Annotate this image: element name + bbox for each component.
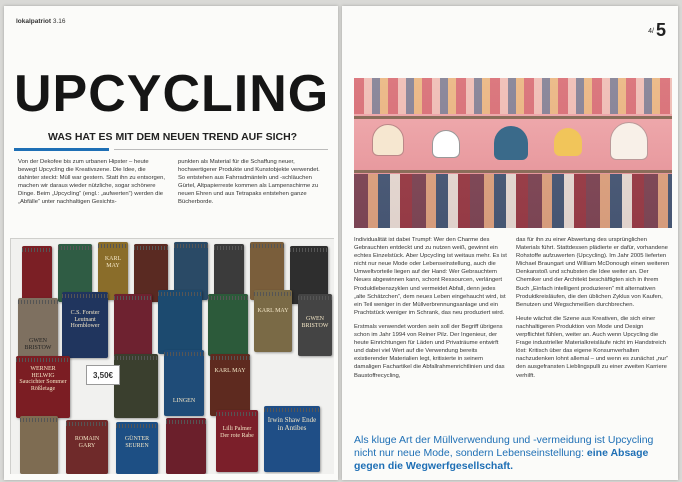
book-label: GWEN BRISTOW	[24, 338, 52, 351]
page-prefix: 4/	[648, 27, 654, 35]
notebook	[166, 418, 206, 474]
book-label: ROMAIN GARY	[74, 436, 100, 449]
shelf	[354, 170, 672, 173]
lamp-shade	[372, 124, 404, 156]
divider	[114, 149, 328, 150]
notebook	[66, 420, 108, 474]
body-paragraph-2: Erstmals verwendet worden sein soll der Begriff übrigens schon im Jahr 1994 von Reiner Pilz. Der Ingenieur, der heute Einrichtungen für Läden und Privaträume entwirft und dabei viel Wert auf die Verwendung bereits existierender Materialien legt, kritisierte in seinem damaligen Fachartikel die Abfallrahmenrichtlinien und das Baustoffrecycling,	[354, 323, 505, 379]
book-label: C.S. Forster Leutnant Hornblower	[70, 310, 100, 329]
notebook	[158, 290, 202, 354]
notebook	[116, 422, 158, 474]
notebook	[298, 294, 332, 356]
shelf	[354, 116, 672, 119]
book-label: WERNER HELWIG Saucichter Sommer Rößletage	[19, 366, 67, 392]
right-page	[342, 6, 678, 480]
body-paragraph-1: Individualität ist dabei Trumpf: Wer den Charme des Gebrauchten entdeckt und zu nutzen weiß, gewinnt ein echtes Einzelstück. Aber Upcycling ist weitaus mehr. Es ist nicht nur neue Mode oder Lebenseinstellung, auch die Umweltvorteile liegen auf der Hand: Wer Gebrauchtem Neues abgewinnen kann, schont Ressourcen, verlängert Produktlebenszyklen und vermeidet Abfall, denn jedes „alte Schätzchen“, dem neues Leben eingehaucht wird, ist ein Teil weniger in der Müllverbrennungsanlage und ein Prachtstück weniger im Schrank, das neu produziert wird.	[354, 237, 507, 316]
notebook	[254, 290, 292, 352]
accent-rule	[14, 148, 109, 151]
notebook	[18, 298, 58, 360]
intro-paragraph-1: Von der Dekofee bis zum urbanen Hipster – heute bewegt Upcycling die Kreativszene. Die Idee, die dahinter steckt: Müll war gestern. Statt ihn zu entsorgen, machen wir daraus wieder nützliche, sogar schönere Dinge. Beim „Upcycling“ (engl.: „aufwerten“) werden die „Abfälle“ unter nachhaltigen Gesichts-	[18, 159, 166, 206]
book-label: KARL MAY	[214, 368, 246, 374]
book-label: KARL MAY	[104, 256, 122, 269]
pull-quote	[354, 434, 670, 473]
notebook	[16, 356, 70, 418]
body-column-1	[354, 236, 508, 386]
merchandise-row	[354, 174, 672, 228]
notebook	[20, 416, 58, 474]
masthead-issue: 3.16	[52, 18, 66, 25]
page-number	[648, 20, 666, 41]
intro-paragraph-2: punkten als Material für die Schaffung neuer, hochwertigerer Produkte und Kunstobjekte verwendet. So entstehen aus Fahrradmänteln und -schläuchen Gürtel, Altpapierreste kommen als Lampenschirme zu neuen Ehren und aus Tetrapaks entstehen ganze Bücherborde.	[178, 159, 320, 206]
masthead	[16, 18, 66, 25]
price-tag: 3,50€	[86, 365, 120, 385]
notebooks-photo	[10, 238, 334, 474]
intro-column-1	[18, 158, 168, 213]
lamp-shade	[610, 122, 648, 160]
lamp-shade	[432, 130, 460, 158]
intro-column-2	[178, 158, 328, 213]
notebook	[62, 292, 108, 358]
book-label: Irwin Shaw Ende in Antibes	[267, 416, 317, 432]
notebook	[22, 246, 52, 304]
article-title: UPCYCLING	[14, 65, 330, 123]
masthead-brand: lokalpatriot	[16, 18, 52, 25]
shop-interior-photo	[354, 78, 672, 228]
notebook	[210, 354, 250, 416]
book-label: KARL MAY	[257, 308, 289, 314]
book-label: GWEN BRISTOW	[301, 316, 329, 329]
notebook	[216, 410, 258, 472]
article-subtitle: WAS HAT ES MIT DEM NEUEN TREND AUF SICH?	[48, 131, 298, 143]
book-label: LINGEN	[172, 398, 196, 404]
book-label: Lilli Palmer Der rote Rabe	[220, 426, 254, 439]
notebook	[264, 406, 320, 472]
page-number-value: 5	[655, 20, 666, 40]
notebook	[114, 294, 152, 356]
notebook	[114, 354, 158, 418]
wall-decor	[354, 78, 672, 114]
body-column-2	[516, 236, 670, 386]
lamp-shade	[554, 128, 582, 156]
pull-quote-emphasis: eine Absage gegen die Wegwerfgesellschaft.	[354, 447, 649, 472]
pull-quote-text: Als kluge Art der Müllverwendung und -vermeidung ist Upcycling nicht nur neue Mode, sondern Lebenseinstellung:	[354, 434, 654, 459]
left-page	[4, 6, 338, 480]
body-paragraph-4: Heute wächst die Szene aus Kreativen, die sich einer nachhaltigeren Produktion von Mode und Design verpflichtet fühlen, weiter an. Auch wenn Upcycling die Frage industrieller Materialkreisläufe nicht im Handstreich löst: Kritisch über das eigene Konsumverhalten nachzudenken lohnt allemal – und wenn es zunächst „nur“ den ausgefransten Lieblingspulli zu einer zweiten Karriere verhilft.	[516, 315, 669, 379]
book-label: GÜNTER SEUREN	[124, 436, 150, 449]
lamp-shade	[494, 126, 528, 160]
notebook	[164, 350, 204, 416]
body-paragraph-3: das für ihn zu einer Abwertung des ursprünglichen Materials führt. Stattdessen plädierte er dafür, vorhandene Rohstoffe aufzuwerten (Upcycling). Im Jahr 2005 lieferten Michael Braungart und William McDonough einen weiteren Denkanstoß und schubsten die Idee weiter an. Der Chemiker und der Architekt beschäftigten sich in ihrem Buch „Einfach intelligent produzieren“ mit alternativen Produktkreisläufen, die den üblichen Zyklus von Kaufen, Benutzen und Wegschmeißen durchbrechen.	[516, 237, 670, 308]
notebook	[208, 294, 248, 356]
